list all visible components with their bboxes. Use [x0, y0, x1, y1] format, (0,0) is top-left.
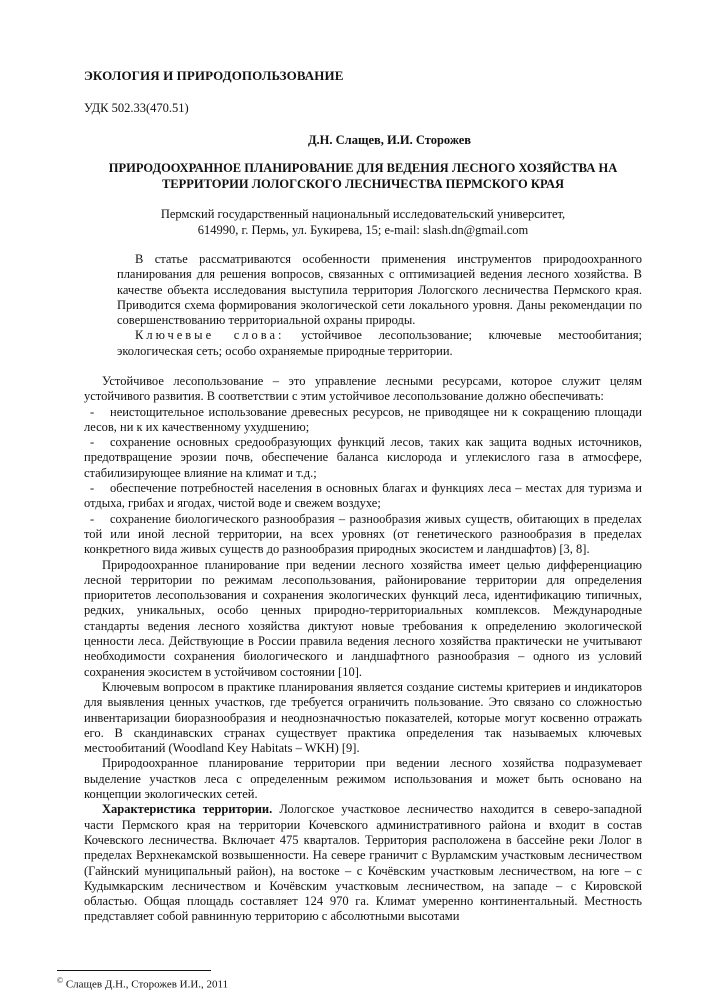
- affiliation-line-2: 614990, г. Пермь, ул. Букирева, 15; e-mail: slash.dn@gmail.com: [197, 223, 529, 237]
- section-heading: ЭКОЛОГИЯ И ПРИРОДОПОЛЬЗОВАНИЕ: [84, 68, 344, 83]
- udk-code: УДК 502.33(470.51): [84, 101, 189, 115]
- list-item-text: обеспечение потребностей населения в основных благах и функциях леса – местах для туризма и отдыха, грибах и ягодах, чистой воде и свежем воздухе;: [84, 481, 642, 511]
- footnote-divider: [57, 970, 211, 971]
- paragraph-5-heading: Характеристика территории.: [102, 802, 273, 817]
- list-dash: -: [90, 404, 95, 419]
- keywords-label: Ключевые слова:: [135, 328, 285, 343]
- body-text: [84, 374, 642, 925]
- list-item-text: сохранение основных средообразующих функций лесов, таких как защита водных источников, предотвращение эрозии почв, обеспечение баланса кислорода и углекислого газа в атмосфере, стабилизирующее влияние на климат и т.д.;: [84, 435, 642, 480]
- list-item: [84, 405, 642, 436]
- list-dash: -: [90, 511, 95, 526]
- paragraph-5-text: Лологское участковое лесничество находится в северо-западной части Пермского края на территории Кочевского административного района и входит в состав Кочевского лесничества. Включает 475 кварталов. Территория расположена в бассейне реки Лолог в пределах Верхнекамской возвышенности. На севере граничит с Вурламским участковым лесничеством (Гайнский муниципальный район), на востоке – с Кочёвским участковым лесничеством, на юге – с Кудымкарским лесничеством и Кочёвским участковым лесничеством, на западе – с Кировской областью. Общая площадь составляет 124 970 га. Климат умеренно континентальный. Местность представляет собой равнинную территорию с абсолютными высотами: [84, 802, 642, 924]
- list-item-text: неистощительное использование древесных ресурсов, не приводящее ни к сокращению площади лесов, ни к их качественному ухудшению;: [84, 404, 642, 434]
- list-dash: -: [90, 481, 95, 496]
- abstract: [117, 252, 642, 359]
- paragraph-4: Природоохранное планирование территории при ведении лесного хозяйства подразумевает выделение участков леса с определенным режимом использования и может быть основано на концепции экологических сетей.: [84, 756, 642, 802]
- paragraph-3: Ключевым вопросом в практике планирования является создание системы критериев и индикаторов для выявления ценных участков, где требуется ограничить пользование. Это связано со сложностью инвентаризации биоразнообразия и неоднозначностью показателей, которые могут косвенно отражать его. В скандинавских странах существует практика определения так называемых ключевых местообитаний (Woodland Key Habitats – WKH) [9].: [84, 679, 642, 756]
- authors: Д.Н. Слащев, И.И. Сторожев: [307, 133, 472, 147]
- list-item: [84, 481, 642, 512]
- paragraph-1: Устойчивое лесопользование – это управление лесными ресурсами, которое служит целям устойчивого развития. В соответствии с этим устойчивое лесопользование должно обеспечивать:: [84, 374, 642, 404]
- abstract-text: В статье рассматриваются особенности применения инструментов природоохранного планирования для решения вопросов, связанных с оптимизацией ведения лесного хозяйства. В качестве объекта исследования выступила территория Лологского лесничества Пермского края. Приводится схема формирования экологической сети локального уровня. Даны рекомендации по совершенствованию территориальной охраны природы.: [117, 252, 642, 328]
- list-item-text: сохранение биологического разнообразия – разнообразия живых существ, обитающих в пределах той или иной лесной территории, на всех уровнях (от генетического разнообразия в пределах конкретного вида живых существ до разнообразия природных экосистем и ландшафтов) [3, 8].: [84, 511, 642, 557]
- paragraph-2: Природоохранное планирование при ведении лесного хозяйства имеет целью дифференциацию лесной территории по режимам лесопользования, районирование территории для определения приоритетов лесопользования и сохранения экологических функций леса, идентификацию типичных, редких, уникальных, особо ценных природно-территориальных комплексов. Международные стандарты ведения лесного хозяйства диктуют новые требования к определению экологической ценности леса. Действующие в России правила ведения лесного хозяйства практически не учитывают необходимости сохранения биологического и ландшафтного разнообразия – одного из условий сохранения экосистем в устойчивом состоянии [10].: [84, 557, 642, 679]
- footnote-text: Слащев Д.Н., Сторожев И.И., 2011: [65, 978, 229, 991]
- list-item: [84, 435, 642, 481]
- affiliation: [84, 206, 642, 238]
- paper-title: ПРИРОДООХРАННОЕ ПЛАНИРОВАНИЕ ДЛЯ ВЕДЕНИЯ ЛЕСНОГО ХОЗЯЙСТВА НА ТЕРРИТОРИИ ЛОЛОГСКОГО ЛЕСНИЧЕСТВА ПЕРМСКОГО КРАЯ: [108, 161, 618, 191]
- footnote: [57, 976, 228, 991]
- list-dash: -: [90, 435, 95, 450]
- affiliation-line-1: Пермский государственный национальный исследовательский университет,: [160, 207, 566, 221]
- keywords: [117, 328, 642, 359]
- copyright-mark: ©: [57, 976, 64, 985]
- keywords-text: устойчивое лесопользование; ключевые местообитания; экологическая сеть; особо охраняемые природные территории.: [117, 328, 643, 358]
- paragraph-5: [84, 802, 642, 924]
- list-item: [84, 512, 642, 558]
